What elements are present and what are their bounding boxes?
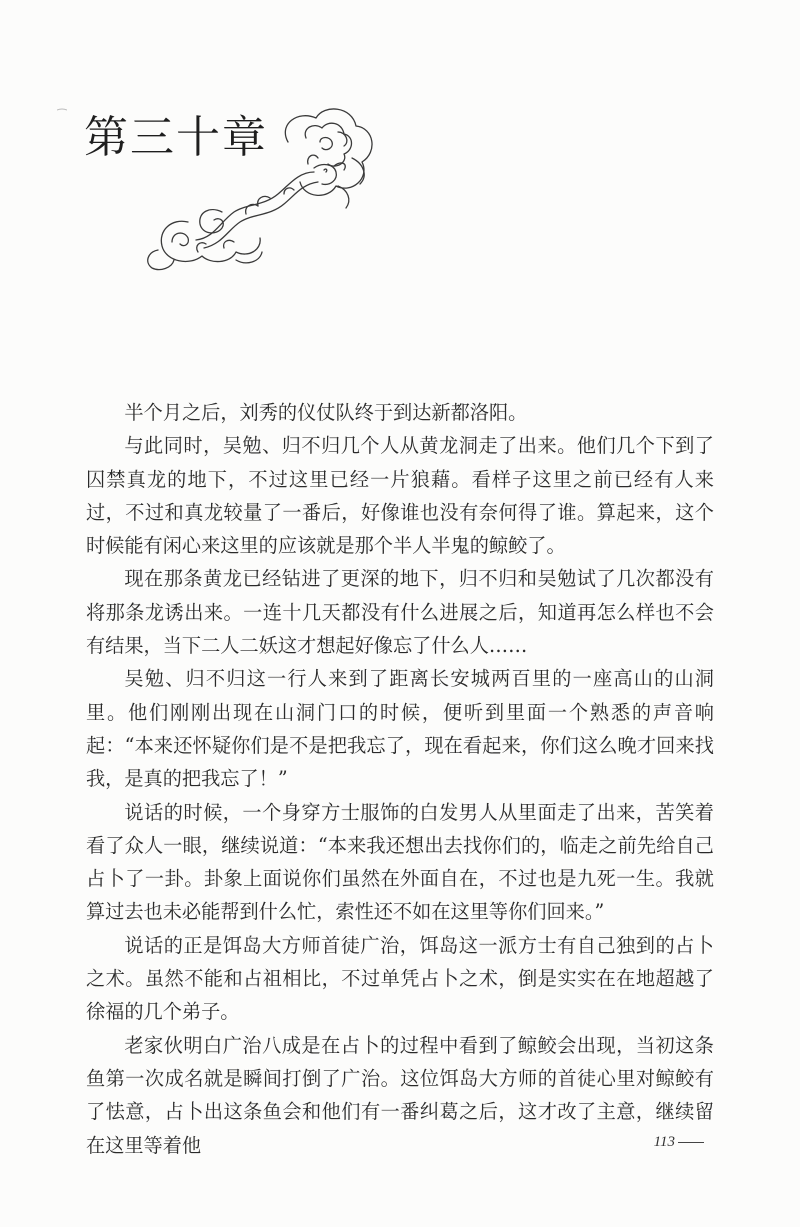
chapter-body [86,396,714,1162]
paragraph: 吴勉、归不归这一行人来到了距离长安城两百里的一座高山的山洞里。他们刚刚出现在山洞门口的时候，便听到里面一个熟悉的声音响起：“本来还怀疑你们是不是把我忘了，现在看起来，你们这么晚才回来找我，是真的把我忘了！” [86,667,714,791]
paragraph: 现在那条黄龙已经钻进了更深的地下，归不归和吴勉试了几次都没有将那条龙诱出来。一连十几天都没有什么进展之后，知道再怎么样也不会有结果，当下二人二妖这才想起好像忘了什么人…… [86,567,714,658]
page-number [654,1134,704,1151]
scan-speck [57,96,67,99]
page-number-value: 113 [653,1134,675,1150]
paragraph: 老家伙明白广治八成是在占卜的过程中看到了鲸鲛会出现，当初这条鱼第一次成名就是瞬间打倒了广治。这位饵岛大方师的首徒心里对鲸鲛有了怯意，占卜出这条鱼会和他们有一番纠葛之后，这才改了主意，继续留在这里等着他 [86,1033,714,1157]
paragraph: 与此同时，吴勉、归不归几个人从黄龙洞走了出来。他们几个下到了囚禁真龙的地下，不过这里已经一片狼藉。看样子这里之前已经有人来过，不过和真龙较量了一番后，好像谁也没有奈何得了谁。算起来，这个时候能有闲心来这里的应该就是那个半人半鬼的鲸鲛了。 [86,434,714,558]
paragraph: 说话的时候，一个身穿方士服饰的白发男人从里面走了出来，苦笑着看了众人一眼，继续说道：“本来我还想出去找你们的，临走之前先给自己占卜了一卦。卦象上面说你们虽然在外面自在，不过也是九死一生。我就算过去也未必能帮到什么忙，索性还不如在这里等你们回来。” [86,800,714,924]
chapter-title: 第三十章 [84,112,268,163]
page-number-rule [678,1142,704,1143]
paragraph: 说话的正是饵岛大方师首徒广治，饵岛这一派方士有自己独到的占卜之术。虽然不能和占祖相比，不过单凭占卜之术，倒是实实在在地超越了徐福的几个弟子。 [86,933,714,1024]
paragraph: 半个月之后，刘秀的仪仗队终于到达新都洛阳。 [124,401,528,424]
